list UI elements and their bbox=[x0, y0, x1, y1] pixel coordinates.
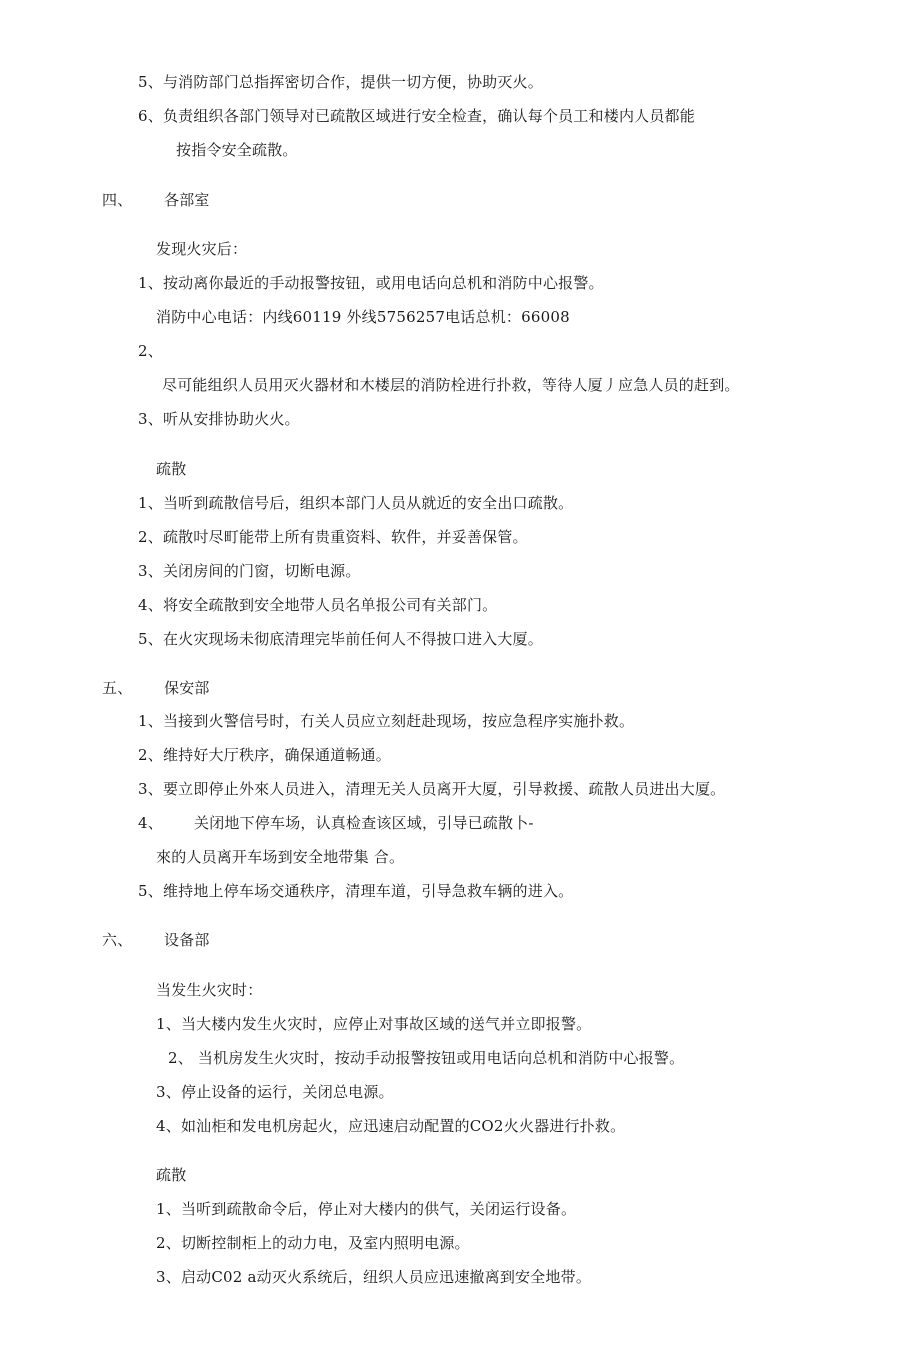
section-heading: 设备部 bbox=[164, 931, 210, 949]
text-line: 尽可能组织人员用灭火器材和木楼层的消防栓进行扑救，等待人厦丿应急人员的赶到。 bbox=[162, 376, 740, 394]
text-line: 3、启动C02 a动灭火系统后，纽织人员应迅速撤离到安全地带。 bbox=[156, 1268, 592, 1286]
text-line: 3、听从安排协助火火。 bbox=[138, 410, 300, 428]
text-line: 3、停止设备的运行，关闭总电源。 bbox=[156, 1083, 394, 1101]
text-line: 5、维持地上停车场交通秩序，清理车道，引导急救车辆的进入。 bbox=[138, 882, 574, 900]
section-number: 六、 bbox=[102, 931, 133, 949]
text-line: 1、当接到火警信号时，冇关人员应立刻赶赴现场，按应急程序实施扑救。 bbox=[138, 712, 635, 730]
subheading: 疏散 bbox=[156, 1166, 187, 1184]
section-number: 四、 bbox=[102, 191, 133, 209]
section-number: 五、 bbox=[102, 679, 133, 697]
text-line: 5、与消防部门总指挥密切合作，提供一切方便，协助灭火。 bbox=[138, 73, 543, 91]
text-line: 2、 bbox=[138, 342, 163, 360]
text-line: 5、在火灾现场未彻底清理完毕前任何人不得披口进入大厦。 bbox=[138, 630, 543, 648]
text-line: 來的人员离开车场到安全地带集 合。 bbox=[156, 848, 405, 866]
text-line: 4、如汕柜和发电机房起火，应迅速启动配置的CO2火火器进行扑救。 bbox=[156, 1117, 626, 1135]
text-line: 2、维持好大厅秩序，确保通道畅通。 bbox=[138, 746, 391, 764]
text-line: 6、负责组织各部门领导对已疏散区域进行安全检查，确认每个员工和楼内人员都能 bbox=[138, 107, 695, 125]
text-line: 2、切断控制柜上的动力电，及室内照明电源。 bbox=[156, 1234, 470, 1252]
text-line: 按指令安全疏散。 bbox=[176, 141, 298, 159]
section-heading: 各部室 bbox=[164, 191, 210, 209]
text-line: 1、当大楼内发生火灾时，应停止对事故区域的送气并立即报警。 bbox=[156, 1015, 592, 1033]
text-line: 关闭地下停车场，认真检查该区域，引导已疏散卜- bbox=[194, 814, 534, 832]
text-line: 3、要立即停止外來人员进入，清理无关人员离开大厦，引导救援、疏散人员进出大厦。 bbox=[138, 780, 726, 798]
subheading: 发现火灾后： bbox=[156, 240, 248, 258]
text-line: 1、当听到疏散命令后，停止对大楼内的供气，关闭运行设备。 bbox=[156, 1200, 577, 1218]
subheading: 当发生火灾时： bbox=[156, 981, 263, 999]
section-heading: 保安部 bbox=[164, 679, 210, 697]
text-line: 4、将安全疏散到安全地带人员名单报公司有关部门。 bbox=[138, 596, 498, 614]
text-line: 4、 bbox=[138, 814, 163, 832]
text-line: 1、当听到疏散信号后，组织本部门人员从就近的安全出口疏散。 bbox=[138, 494, 574, 512]
text-line: 1、按动离你最近的手动报警按钮，或用电话向总机和消防中心报警。 bbox=[138, 274, 604, 292]
text-line: 2、 当机房发生火灾时，按动手动报警按钮或用电话向总机和消防中心报警。 bbox=[168, 1049, 685, 1067]
text-line: 2、疏散吋尽町能带上所有贵重资料、软件，并妥善保管。 bbox=[138, 528, 528, 546]
text-line: 消防中心电话：内线60119 外线5756257电话总机：66008 bbox=[156, 308, 570, 326]
subheading: 疏散 bbox=[156, 460, 187, 478]
text-line: 3、关闭房间的门窗，切断电源。 bbox=[138, 562, 361, 580]
